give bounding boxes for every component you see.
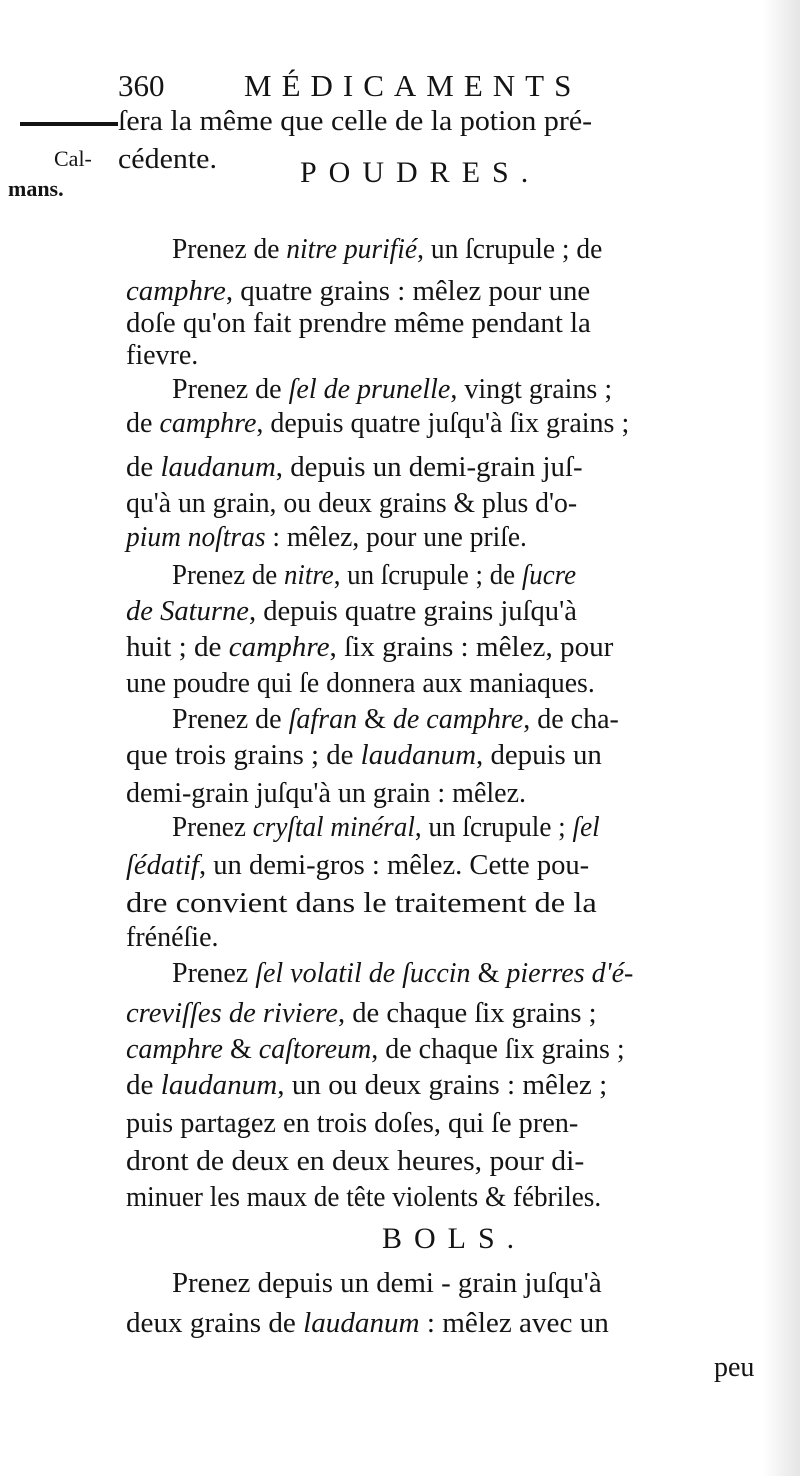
text-line: huit ; de camphre, ſix grains : mêlez, pour xyxy=(126,632,614,663)
section-heading-poudres: POUDRES. xyxy=(300,156,541,189)
text-line: creviſſes de riviere, de chaque ſix grains ; xyxy=(126,998,597,1029)
margin-note-line-2: mans. xyxy=(8,176,64,201)
text-line: une poudre qui ſe donnera aux maniaques. xyxy=(126,668,595,699)
text-line: Prenez cryſtal minéral, un ſcrupule ; ſel xyxy=(172,812,600,843)
text-line: Prenez de ſafran & de camphre, de cha- xyxy=(172,704,619,735)
text-line: deux grains de laudanum : mêlez avec un xyxy=(126,1308,609,1339)
text-line: ſédatif, un demi-gros : mêlez. Cette pou- xyxy=(126,850,590,881)
text-line: doſe qu'on fait prendre même pendant la xyxy=(126,308,591,339)
text-line: de camphre, depuis quatre juſqu'à ſix grains ; xyxy=(126,408,630,439)
text-line: cédente. xyxy=(118,144,217,175)
text-line: frénéſie. xyxy=(126,922,219,953)
text-line: de laudanum, un ou deux grains : mêlez ; xyxy=(126,1070,608,1101)
text-line: ſera la même que celle de la potion pré- xyxy=(118,106,593,137)
catchword: peu xyxy=(714,1352,755,1383)
text-line: pium noſtras : mêlez, pour une priſe. xyxy=(126,522,527,553)
text-line: dront de deux en deux heures, pour di- xyxy=(126,1146,585,1177)
text-line: fievre. xyxy=(126,340,199,371)
margin-note xyxy=(0,144,100,204)
text-line: de laudanum, depuis un demi-grain juſ- xyxy=(126,452,583,483)
text-line: qu'à un grain, ou deux grains & plus d'o- xyxy=(126,488,578,519)
text-line: demi-grain juſqu'à un grain : mêlez. xyxy=(126,778,527,809)
text-line: Prenez ſel volatil de ſuccin & pierres d'é- xyxy=(172,958,634,989)
margin-rule xyxy=(20,122,118,126)
page-gutter-shadow xyxy=(762,0,800,1476)
text-line: que trois grains ; de laudanum, depuis un xyxy=(126,740,602,771)
text-line: puis partagez en trois doſes, qui ſe pren- xyxy=(126,1108,579,1139)
section-heading-bols: BOLS. xyxy=(382,1222,527,1255)
running-title: MÉDICAMENTS xyxy=(244,68,582,103)
margin-note-line-1: Cal- xyxy=(54,146,92,171)
text-line: minuer les maux de tête violents & fébriles. xyxy=(126,1182,602,1213)
text-line: Prenez de ſel de prunelle, vingt grains ; xyxy=(172,374,613,405)
text-line: Prenez de nitre purifié, un ſcrupule ; de xyxy=(172,234,603,265)
text-line: Prenez de nitre, un ſcrupule ; de ſucre xyxy=(172,560,577,591)
page-number: 360 xyxy=(118,68,165,103)
text-line: dre convient dans le traitement de la xyxy=(126,888,597,919)
text-line: de Saturne, depuis quatre grains juſqu'à xyxy=(126,596,577,627)
text-line: camphre, quatre grains : mêlez pour une xyxy=(126,276,591,307)
text-line: camphre & caſtoreum, de chaque ſix grains ; xyxy=(126,1034,625,1065)
text-line: Prenez depuis un demi - grain juſqu'à xyxy=(172,1268,602,1299)
